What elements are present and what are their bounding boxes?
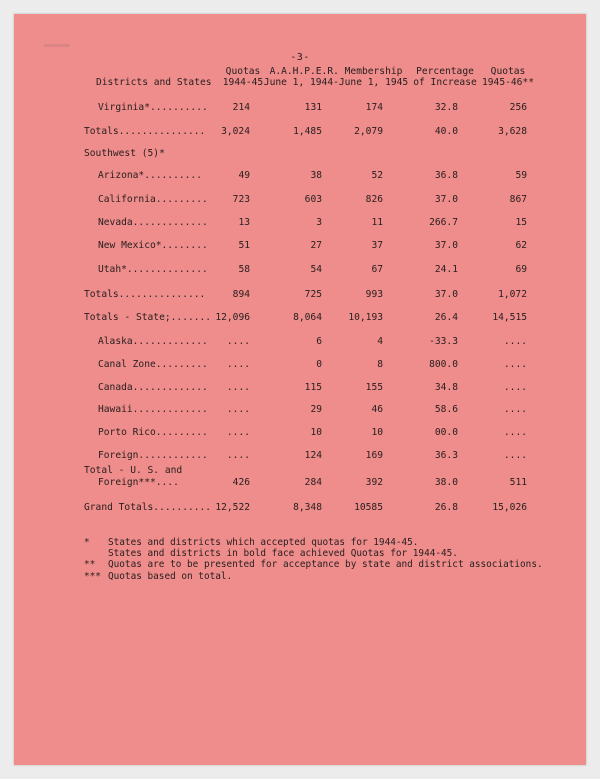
cell-quota-1945-46: 511 xyxy=(509,477,527,488)
cell-membership-1945: 169 xyxy=(365,450,383,461)
cell-membership-1944: 10 xyxy=(310,427,322,438)
row-label: Hawaii............. xyxy=(98,404,208,415)
cell-membership-1944: 27 xyxy=(310,240,322,251)
table-row xyxy=(0,148,600,160)
row-label: Canal Zone......... xyxy=(98,359,208,370)
table-row xyxy=(0,170,600,182)
header-line: June 1, 1944-June 1, 1945 xyxy=(263,77,409,88)
header-line: 1944-45 xyxy=(222,77,264,88)
page-number: -3- xyxy=(290,52,310,63)
cell-quota-1944-45: 51 xyxy=(238,240,250,251)
cell-quota-1944-45: 426 xyxy=(232,477,250,488)
footnote-marker: *** xyxy=(84,570,101,582)
cell-quota-1945-46: 1,072 xyxy=(498,289,527,300)
cell-quota-1945-46: 3,628 xyxy=(498,126,527,137)
footnote xyxy=(84,548,519,559)
table-row xyxy=(0,126,600,138)
cell-membership-1944: 0 xyxy=(316,359,322,370)
cell-membership-1945: 10585 xyxy=(354,502,383,513)
cell-quota-1944-45: .... xyxy=(226,336,250,347)
header-line: 1945-46** xyxy=(482,77,534,88)
cell-quota-1945-46: 256 xyxy=(509,102,527,113)
table-row-total-us-foreign-cont xyxy=(0,477,600,489)
cell-quota-1945-46: 14,515 xyxy=(492,312,527,323)
cell-membership-1945: 37 xyxy=(371,240,383,251)
cell-membership-1944: 1,485 xyxy=(293,126,322,137)
row-label: Utah*.............. xyxy=(98,264,208,275)
row-label: Totals............... xyxy=(84,126,206,137)
table-row xyxy=(0,404,600,416)
header-quotas-1944-45 xyxy=(218,66,268,88)
cell-quota-1945-46: 15,026 xyxy=(492,502,527,513)
cell-percentage: 24.1 xyxy=(434,264,458,275)
cell-quota-1944-45: 13 xyxy=(238,217,250,228)
table-row xyxy=(0,450,600,462)
cell-membership-1944: 131 xyxy=(304,102,322,113)
cell-quota-1945-46: 62 xyxy=(515,240,527,251)
cell-percentage: 38.0 xyxy=(434,477,458,488)
table-row xyxy=(0,427,600,439)
row-label: California......... xyxy=(98,194,208,205)
row-label: Alaska............. xyxy=(98,336,208,347)
header-line: A.A.H.P.E.R. Membership xyxy=(269,66,403,77)
cell-membership-1945: 392 xyxy=(365,477,383,488)
cell-quota-1944-45: .... xyxy=(226,427,250,438)
footnote xyxy=(84,571,519,582)
header-line: of Increase xyxy=(413,77,477,88)
row-label: Foreign............ xyxy=(98,450,208,461)
table-row xyxy=(0,359,600,371)
cell-percentage: 34.8 xyxy=(434,382,458,393)
row-label: Southwest (5)* xyxy=(84,148,165,159)
header-percentage xyxy=(408,66,482,88)
cell-quota-1945-46: .... xyxy=(503,404,527,415)
table-row xyxy=(0,194,600,206)
cell-membership-1944: 115 xyxy=(304,382,322,393)
table-row xyxy=(0,289,600,301)
table-row xyxy=(0,382,600,394)
cell-percentage: 36.8 xyxy=(434,170,458,181)
footnote-marker: ** xyxy=(84,559,96,571)
cell-quota-1944-45: .... xyxy=(226,359,250,370)
cell-percentage: 800.0 xyxy=(429,359,458,370)
header-line: Quotas xyxy=(225,66,261,77)
cell-quota-1944-45: .... xyxy=(226,404,250,415)
cell-membership-1945: 2,079 xyxy=(354,126,383,137)
cell-membership-1944: 284 xyxy=(304,477,322,488)
footnote-text: States and districts in bold face achieved Quotas for 1944-45. xyxy=(108,548,458,560)
table-row-grand-totals xyxy=(0,502,600,514)
cell-membership-1944: 8,348 xyxy=(293,502,322,513)
table-row xyxy=(0,264,600,276)
cell-membership-1944: 38 xyxy=(310,170,322,181)
cell-percentage: 40.0 xyxy=(434,126,458,137)
header-districts-states: Districts and States xyxy=(96,77,212,88)
cell-quota-1944-45: 723 xyxy=(232,194,250,205)
cell-membership-1945: 826 xyxy=(365,194,383,205)
table-row xyxy=(0,217,600,229)
cell-membership-1945: 10 xyxy=(371,427,383,438)
cell-percentage: 58.6 xyxy=(434,404,458,415)
table-row xyxy=(0,240,600,252)
footnote xyxy=(84,559,543,571)
cell-percentage: 36.3 xyxy=(434,450,458,461)
cell-membership-1945: 155 xyxy=(365,382,383,393)
header-membership xyxy=(262,66,410,88)
footnote-text: States and districts which accepted quotas for 1944-45. xyxy=(108,537,419,548)
cell-quota-1944-45: 894 xyxy=(232,289,250,300)
row-label: Totals - State;....... xyxy=(84,312,212,323)
footnote xyxy=(84,537,519,548)
cell-percentage: 00.0 xyxy=(434,427,458,438)
row-label: Totals............... xyxy=(84,289,206,300)
footnote-text: Quotas are to be presented for acceptance by state and district associations. xyxy=(108,559,543,571)
cell-membership-1944: 725 xyxy=(304,289,322,300)
cell-quota-1944-45: 214 xyxy=(232,102,250,113)
cell-membership-1945: 46 xyxy=(371,404,383,415)
cell-quota-1945-46: .... xyxy=(503,359,527,370)
footnote-marker: * xyxy=(84,537,90,548)
cell-percentage: 37.0 xyxy=(434,194,458,205)
cell-quota-1944-45: 12,096 xyxy=(215,312,250,323)
cell-membership-1944: 8,064 xyxy=(293,312,322,323)
header-line: Percentage xyxy=(416,66,474,77)
cell-quota-1945-46: 867 xyxy=(509,194,527,205)
cell-quota-1945-46: 59 xyxy=(515,170,527,181)
cell-membership-1944: 29 xyxy=(310,404,322,415)
cell-membership-1945: 11 xyxy=(371,217,383,228)
cell-quota-1945-46: .... xyxy=(503,450,527,461)
row-label: Virginia*.......... xyxy=(98,102,208,113)
cell-membership-1944: 6 xyxy=(316,336,322,347)
header-quotas-1945-46 xyxy=(482,66,534,88)
cell-quota-1945-46: .... xyxy=(503,382,527,393)
cell-percentage: 32.8 xyxy=(434,102,458,113)
cell-membership-1945: 52 xyxy=(371,170,383,181)
cell-quota-1944-45: 58 xyxy=(238,264,250,275)
table-row-total-us-foreign xyxy=(0,465,600,477)
cell-membership-1944: 3 xyxy=(316,217,322,228)
cell-membership-1945: 8 xyxy=(377,359,383,370)
cell-quota-1944-45: 12,522 xyxy=(215,502,250,513)
cell-percentage: 266.7 xyxy=(429,217,458,228)
cell-percentage: 37.0 xyxy=(434,240,458,251)
cell-quota-1944-45: 49 xyxy=(238,170,250,181)
cell-membership-1945: 4 xyxy=(377,336,383,347)
row-label: Canada............. xyxy=(98,382,208,393)
row-label: Nevada............. xyxy=(98,217,208,228)
cell-membership-1944: 603 xyxy=(304,194,322,205)
table-row xyxy=(0,102,600,114)
cell-percentage: 37.0 xyxy=(434,289,458,300)
cell-quota-1944-45: .... xyxy=(226,450,250,461)
cell-membership-1945: 174 xyxy=(365,102,383,113)
footnote-text: Quotas based on total. xyxy=(108,570,233,582)
cell-membership-1945: 67 xyxy=(371,264,383,275)
cell-quota-1944-45: .... xyxy=(226,382,250,393)
cell-quota-1945-46: .... xyxy=(503,336,527,347)
row-label: Total - U. S. and xyxy=(84,465,183,476)
cell-quota-1944-45: 3,024 xyxy=(221,126,250,137)
cell-percentage: 26.4 xyxy=(434,312,458,323)
row-label: Porto Rico......... xyxy=(98,427,208,438)
table-row xyxy=(0,312,600,324)
footnotes xyxy=(84,537,543,582)
header-line: Quotas xyxy=(490,66,526,77)
cell-percentage: -33.3 xyxy=(429,336,458,347)
row-label: Arizona*.......... xyxy=(98,170,202,181)
paper-smudge xyxy=(44,44,70,47)
cell-quota-1945-46: 69 xyxy=(515,264,527,275)
row-label: Foreign***.... xyxy=(98,477,179,488)
cell-quota-1945-46: .... xyxy=(503,427,527,438)
row-label: New Mexico*........ xyxy=(98,240,208,251)
cell-membership-1945: 993 xyxy=(365,289,383,300)
cell-membership-1944: 54 xyxy=(310,264,322,275)
cell-membership-1945: 10,193 xyxy=(348,312,383,323)
cell-percentage: 26.8 xyxy=(434,502,458,513)
cell-quota-1945-46: 15 xyxy=(515,217,527,228)
row-label: Grand Totals.......... xyxy=(84,502,212,513)
table-row xyxy=(0,336,600,348)
cell-membership-1944: 124 xyxy=(304,450,322,461)
